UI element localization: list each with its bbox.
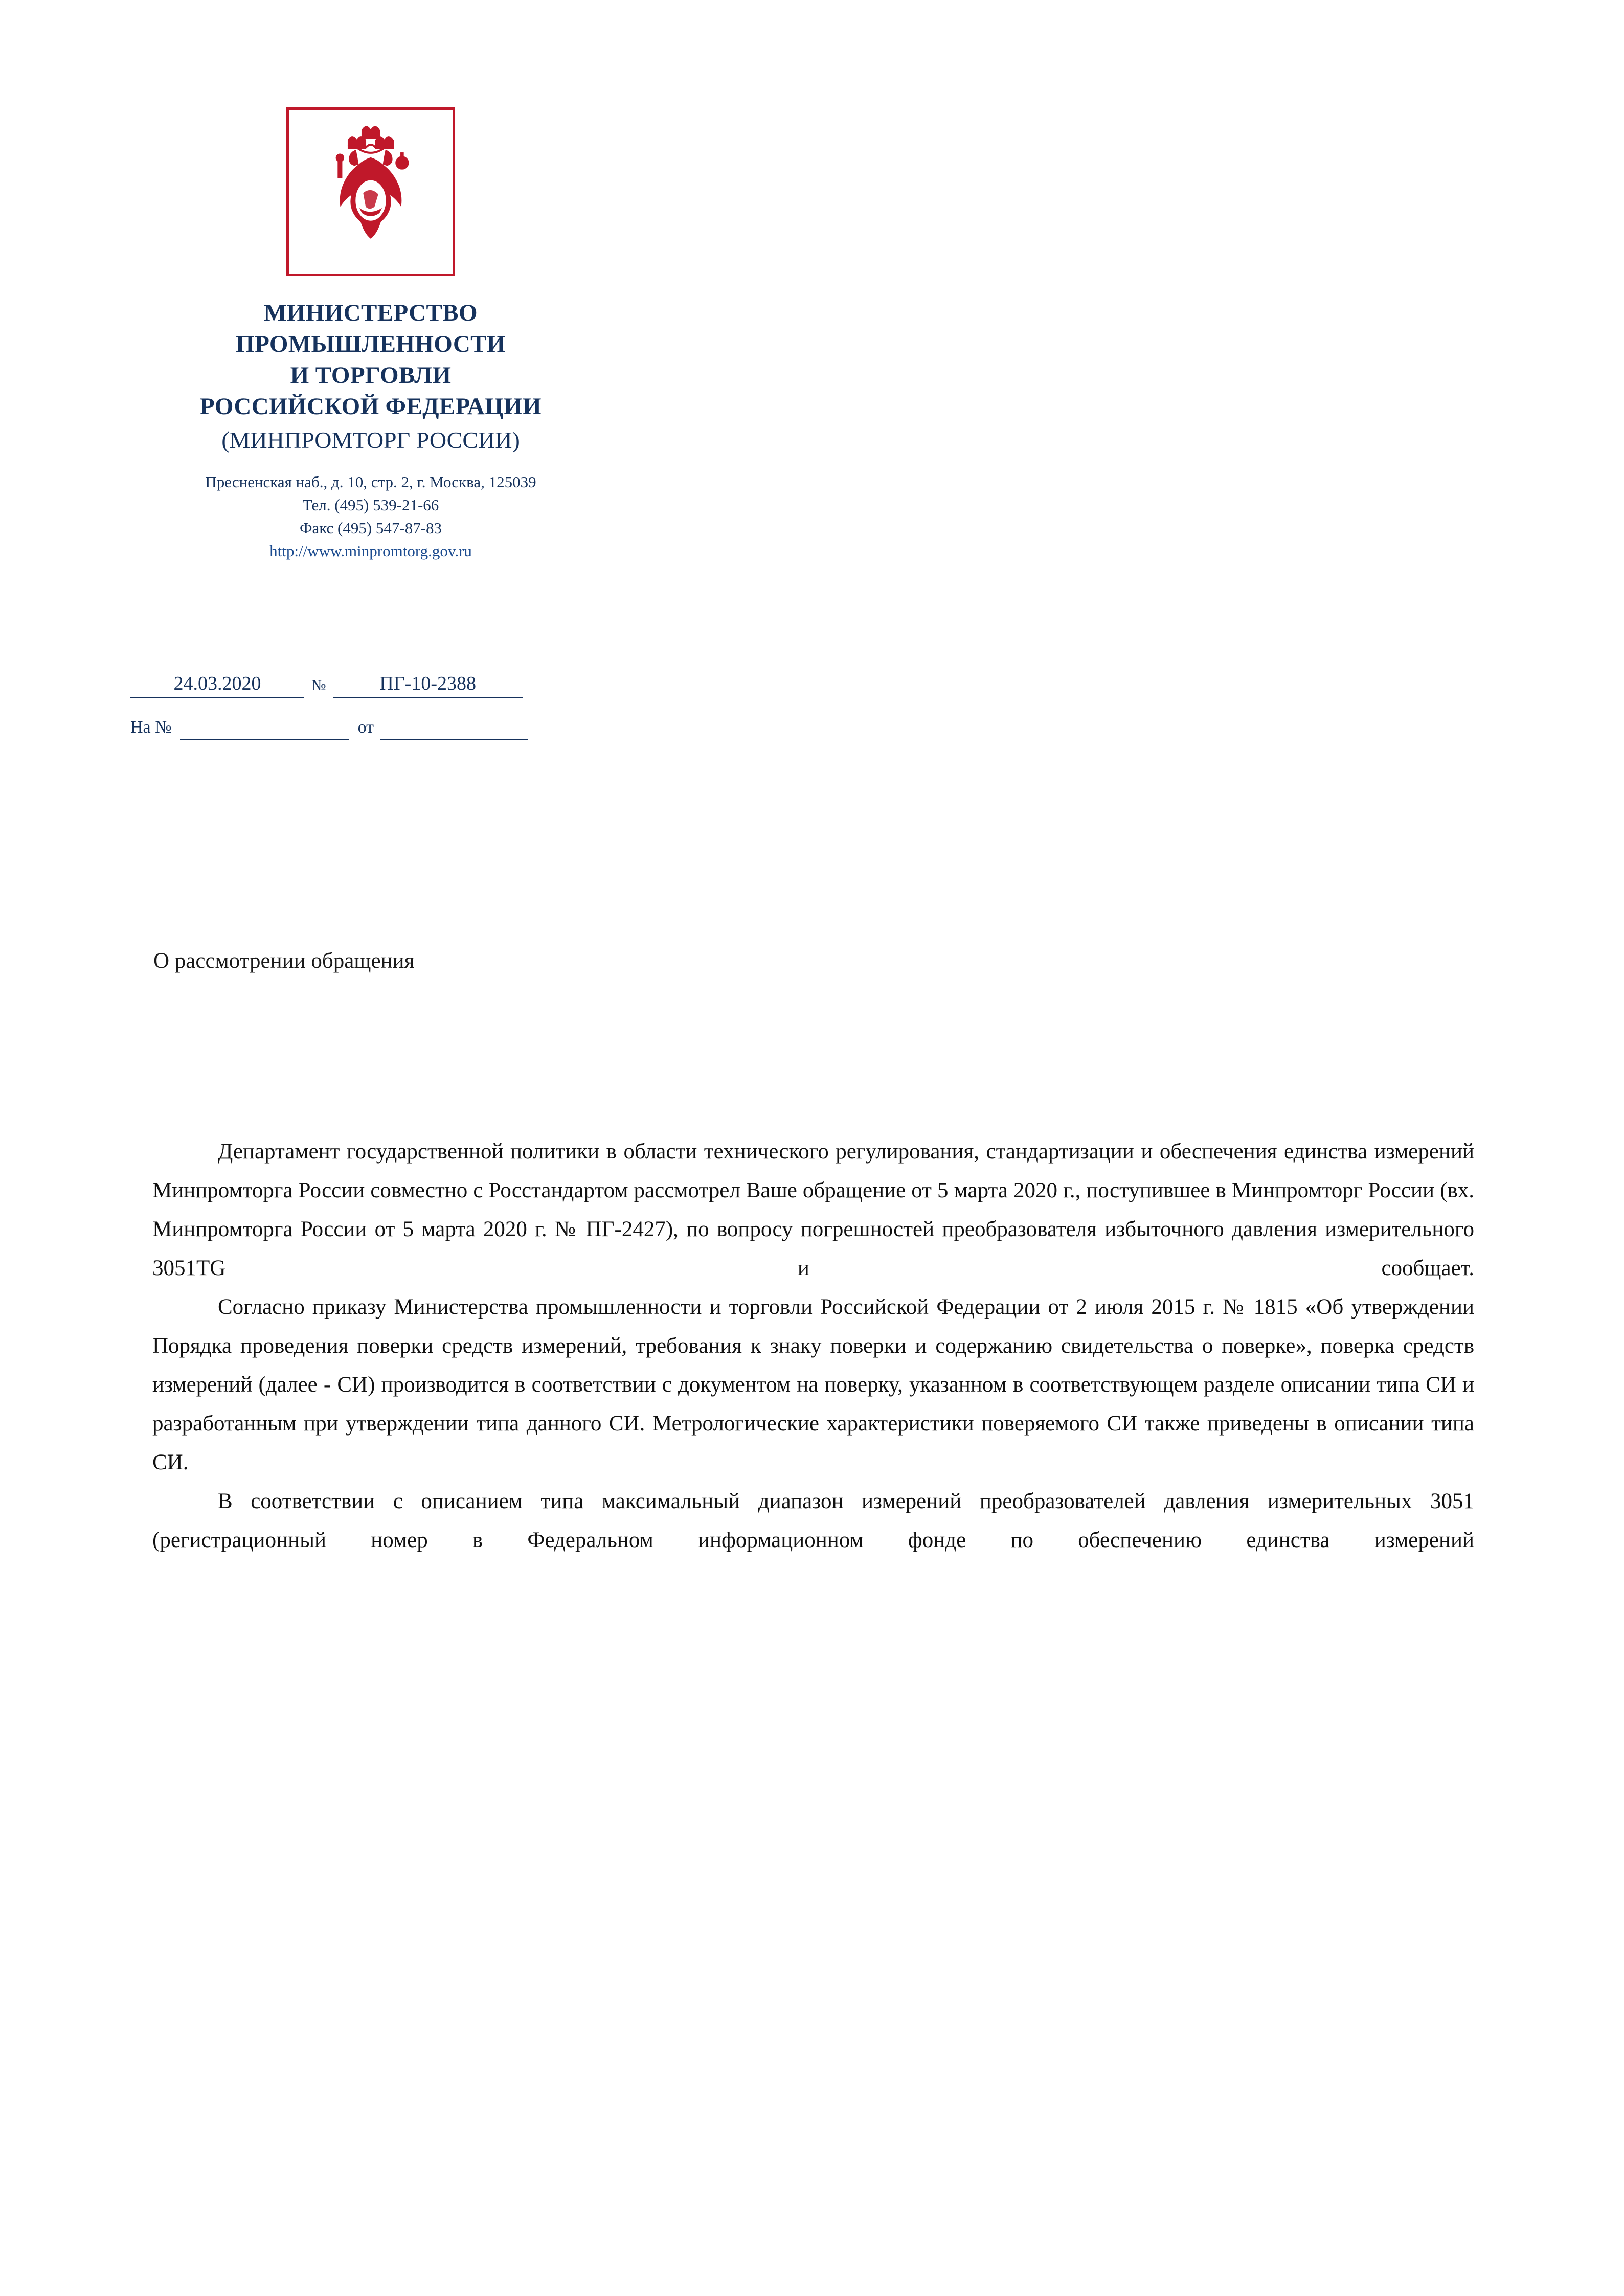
reference-block: [130, 672, 611, 740]
phone-number: Тел. (495) 539-21-66: [302, 496, 439, 514]
postal-address: Пресненская наб., д. 10, стр. 2, г. Москва, 125039: [205, 473, 536, 491]
ministry-name-line-3: И ТОРГОВЛИ: [290, 362, 452, 389]
body-paragraph-3: В соответствии с описанием типа максимальный диапазон измерений преобразователей давления измерительных 3051 (регистрационный номер в Федеральном информационном фонде по обеспечению единства измерений: [152, 1489, 1474, 1552]
reply-to-value: [180, 718, 349, 740]
body-paragraph-1: Департамент государственной политики в области технического регулирования, стандартизации и обеспечения единства измерений Минпромторга России совместно с Росстандартом рассмотрел Ваше обращение от 5 марта 2020 г., поступившее в Минпромторг России (вх. Минпромторга России от 5 марта 2020 г. № ПГ-2427), по вопросу погрешностей преобразователя избыточного давления измерительного 3051TG и сообщает.: [152, 1140, 1474, 1280]
letterhead: [107, 107, 634, 563]
ministry-name-line-1: МИНИСТЕРСТВО: [264, 300, 478, 326]
document-number: ПГ-10-2388: [333, 672, 523, 698]
letter-body: [152, 1132, 1474, 1560]
ministry-short-name: (МИНПРОМТОРГ РОССИИ): [221, 427, 520, 453]
from-value: [380, 718, 528, 740]
ministry-name-line-4: РОССИЙСКОЙ ФЕДЕРАЦИИ: [200, 393, 542, 420]
from-label: от: [357, 718, 374, 737]
website-url: http://www.minpromtorg.gov.ru: [269, 542, 472, 560]
body-paragraph-2: Согласно приказу Министерства промышленности и торговли Российской Федерации от 2 июля 2015 г. № 1815 «Об утверждении Порядка проведения поверки средств измерений, требования к знаку поверки и содержанию свидетельства о поверке», поверка средств измерений (далее - СИ) производится в соответствии с документом на поверку, указанном в соответствующем разделе описании типа СИ и разработанным при утверждении типа данного СИ. Метрологические характеристики поверяемого СИ также приведены в описании типа СИ.: [152, 1295, 1474, 1474]
contact-block: [107, 471, 634, 563]
reference-row-reply: [130, 718, 611, 740]
ministry-name-line-2: ПРОМЫШЛЕННОСТИ: [236, 331, 506, 358]
number-sign: №: [311, 677, 326, 694]
coat-of-arms-icon: [286, 107, 455, 276]
reference-row-primary: [130, 672, 611, 698]
fax-number: Факс (495) 547-87-83: [299, 519, 442, 537]
ministry-name: [107, 298, 634, 422]
subject-line: О рассмотрении обращения: [153, 949, 415, 973]
reply-to-label: На №: [130, 718, 172, 737]
document-date: 24.03.2020: [130, 672, 304, 698]
